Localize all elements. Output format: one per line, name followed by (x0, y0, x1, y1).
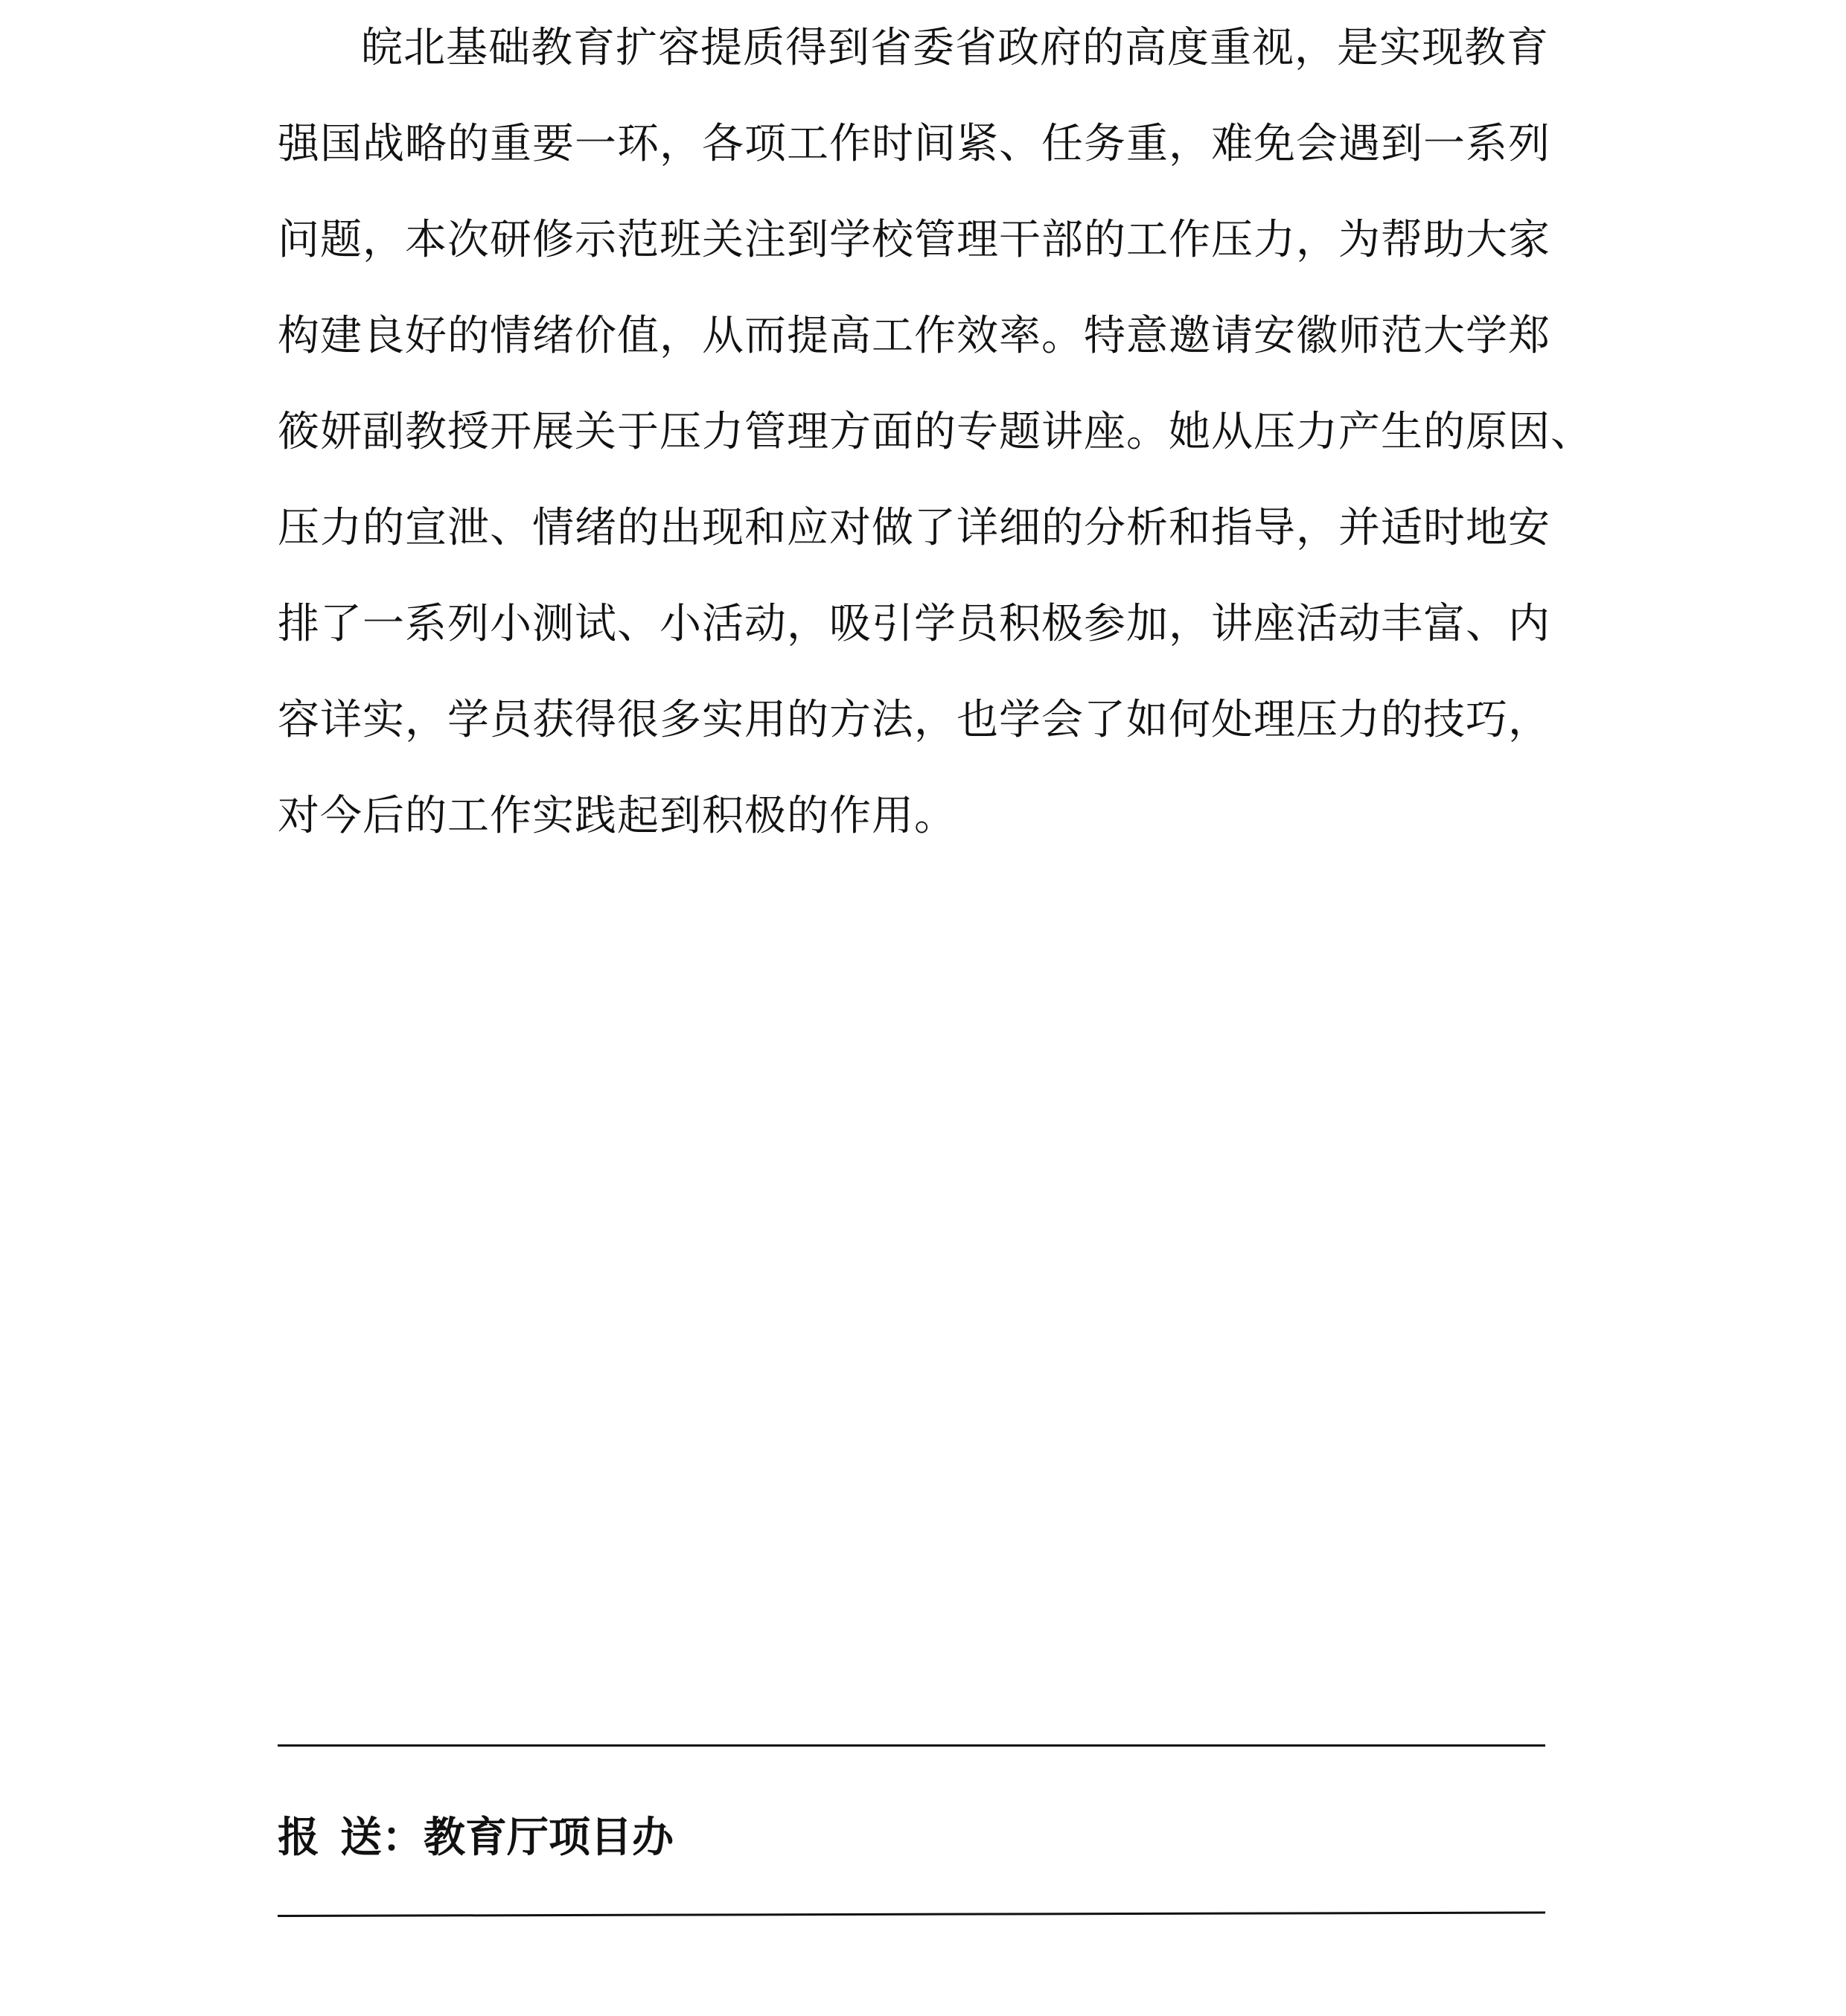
distribution-recipient: 教育厅项目办 (424, 1813, 674, 1862)
paragraph-line: 构建良好的情绪价值，从而提高工作效率。特意邀请安徽师范大学郑 (278, 312, 1550, 360)
paragraph-line: 问题，本次研修示范班关注到学校管理干部的工作压力，为帮助大家 (278, 216, 1550, 264)
paragraph-line: 筱妍副教授开展关于压力管理方面的专题讲座。她从压力产生的原因、 (278, 408, 1593, 456)
body-paragraph (278, 0, 1593, 864)
paragraph-line: 强国战略的重要一环，各项工作时间紧、任务重，难免会遇到一系列 (278, 120, 1550, 168)
paragraph-line: 容详实，学员获得很多实用的方法，也学会了如何处理压力的技巧， (278, 696, 1550, 744)
paragraph-line: 压力的宣泄、情绪的出现和应对做了详细的分析和指导，并适时地安 (278, 504, 1550, 552)
paragraph-line: 对今后的工作实践起到积极的作用。 (278, 792, 956, 840)
top-divider (278, 1744, 1545, 1747)
distribution-label-colon: 送： (340, 1813, 424, 1862)
paragraph-line: 排了一系列小测试、小活动，吸引学员积极参加，讲座活动丰富、内 (278, 600, 1550, 648)
bottom-divider (278, 1912, 1545, 1917)
paragraph-line: 皖北基础教育扩容提质得到省委省政府的高度重视，是实现教育 (361, 24, 1549, 72)
distribution-label-char: 报 (278, 1813, 319, 1862)
distribution-line (278, 1805, 674, 1864)
